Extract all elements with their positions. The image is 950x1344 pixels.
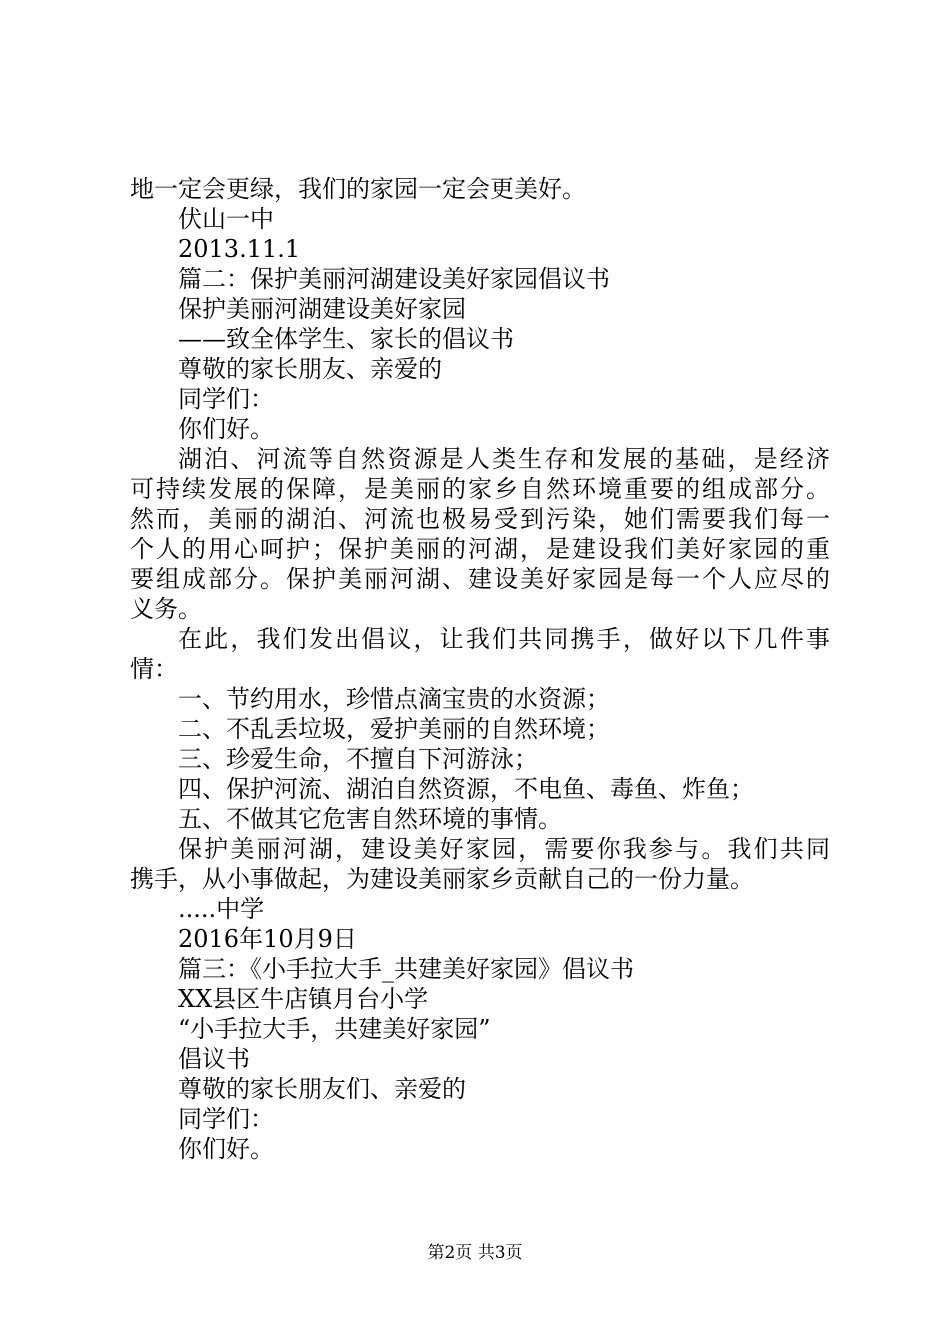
text-line: 地一定会更绿，我们的家园一定会更美好。: [130, 175, 586, 203]
text-line: 保护美丽河湖，建设美好家园，需要你我参与。我们共同: [178, 835, 830, 863]
text-line: 个人的用心呵护；保护美丽的河湖，是建设我们美好家园的重: [130, 535, 830, 563]
text-line: 伏山一中: [178, 205, 274, 233]
text-line: 尊敬的家长朋友、亲爱的: [178, 355, 442, 383]
text-line: 2013.11.1: [178, 235, 301, 263]
text-line: 三、珍爱生命，不擅自下河游泳；: [178, 745, 538, 773]
text-line: 要组成部分。保护美丽河湖、建设美好家园是每一个人应尽的: [130, 565, 830, 593]
text-line: 然而，美丽的湖泊、河流也极易受到污染，她们需要我们每一: [130, 505, 830, 533]
document-body: [130, 174, 830, 1164]
text-line: ——致全体学生、家长的倡议书: [178, 325, 514, 353]
text-line: 可持续发展的保障，是美丽的家乡自然环境重要的组成部分。: [130, 475, 830, 503]
text-line: 五、不做其它危害自然环境的事情。: [178, 805, 562, 833]
text-line: 一、节约用水，珍惜点滴宝贵的水资源；: [178, 685, 610, 713]
text-line: 同学们：: [178, 1105, 274, 1133]
text-line: 携手，从小事做起，为建设美丽家乡贡献自己的一份力量。: [130, 865, 754, 893]
text-line: 四、保护河流、湖泊自然资源，不电鱼、毒鱼、炸鱼；: [178, 775, 754, 803]
text-line: .....中学: [178, 895, 265, 923]
text-line: 湖泊、河流等自然资源是人类生存和发展的基础，是经济: [178, 445, 830, 473]
page-footer: 第2页 共3页: [427, 1243, 523, 1263]
text-line: 尊敬的家长朋友们、亲爱的: [178, 1075, 466, 1103]
text-line: 2016年10月9日: [178, 925, 357, 953]
text-line: 倡议书: [178, 1045, 250, 1073]
text-line: 二、不乱丢垃圾，爱护美丽的自然环境；: [178, 715, 610, 743]
text-line: 情：: [130, 655, 178, 683]
text-line: 你们好。: [178, 415, 274, 443]
text-line: 篇三：《小手拉大手_共建美好家园》倡议书: [178, 955, 634, 983]
text-line: 在此，我们发出倡议，让我们共同携手，做好以下几件事: [178, 625, 830, 653]
text-line: 义务。: [130, 595, 202, 623]
text-line: 你们好。: [178, 1135, 274, 1163]
text-line: 同学们：: [178, 385, 274, 413]
text-line: “小手拉大手，共建美好家园”: [178, 1015, 491, 1043]
text-line: XX县区牛店镇月台小学: [178, 985, 429, 1013]
text-line: 保护美丽河湖建设美好家园: [178, 295, 466, 323]
text-line: 篇二：保护美丽河湖建设美好家园倡议书: [178, 265, 610, 293]
